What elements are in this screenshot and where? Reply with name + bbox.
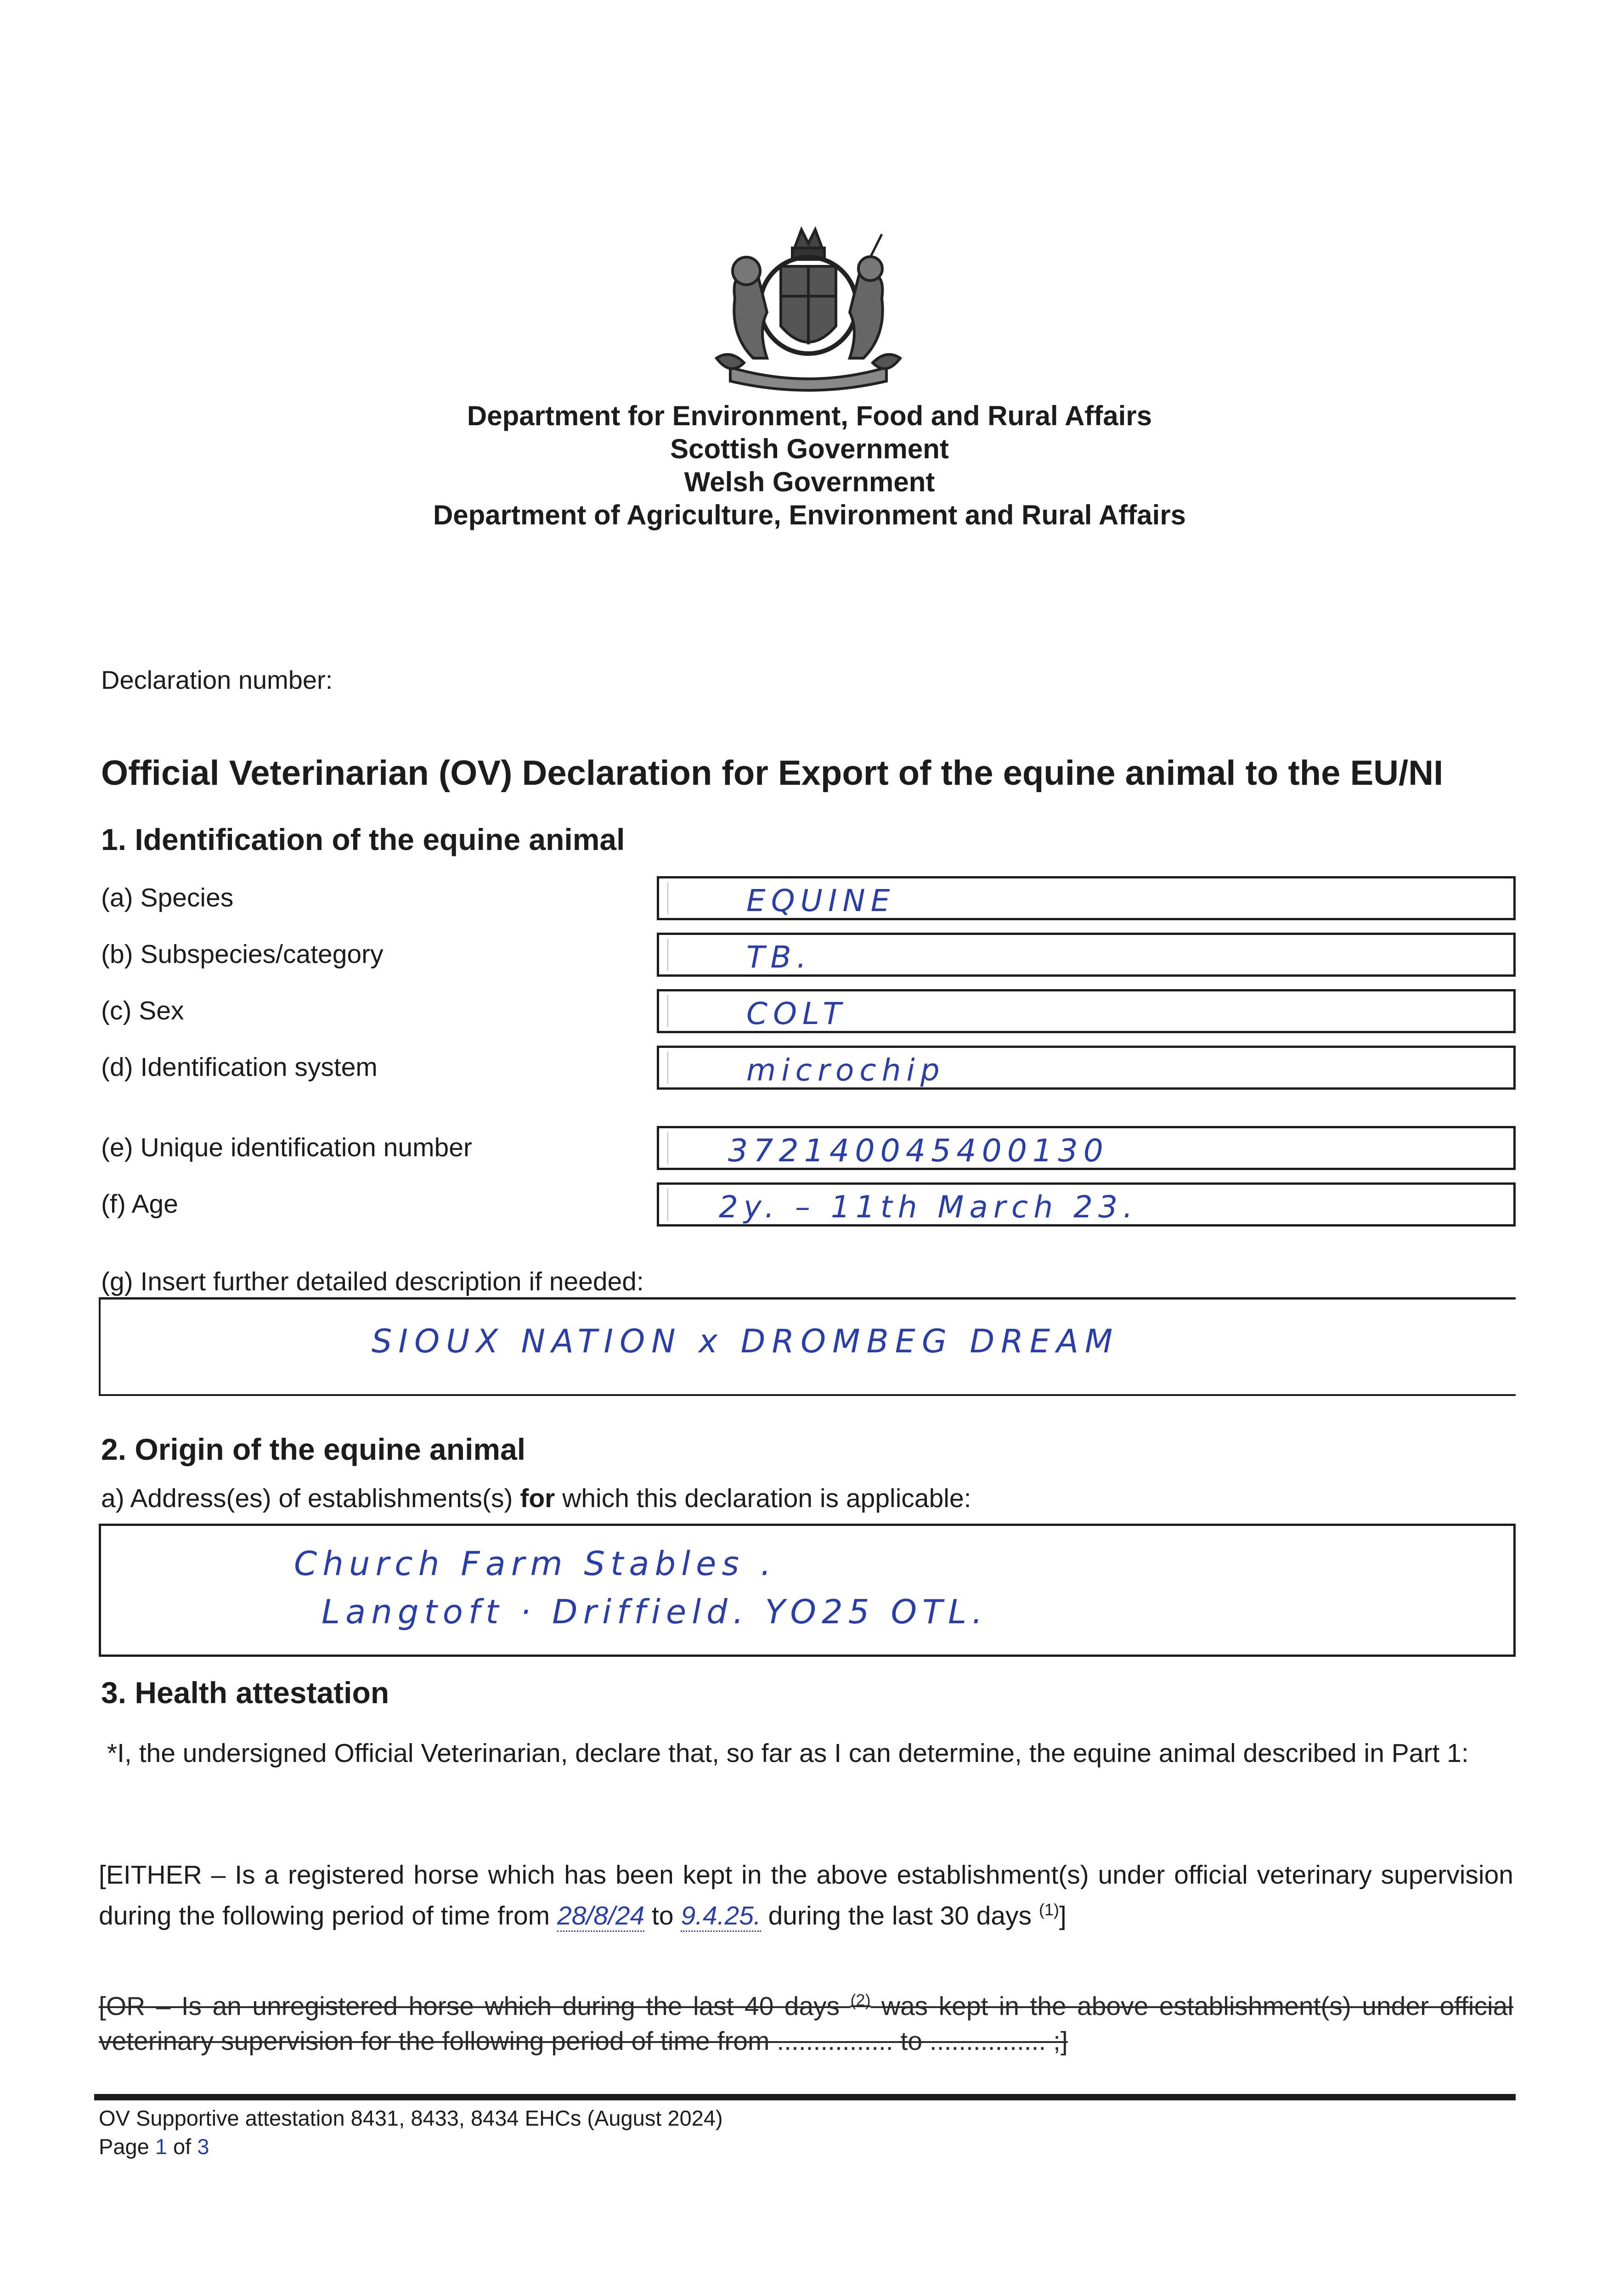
period-from-date[interactable]: 28/8/24 bbox=[557, 1901, 644, 1932]
closing-bracket: ] bbox=[1059, 1901, 1066, 1930]
age-field[interactable] bbox=[657, 1182, 1516, 1227]
department-line: Scottish Government bbox=[670, 433, 949, 464]
either-text: [EITHER – Is a registered horse which has been kept in the above establishment(s) under official veterinary supervision during the following period of time from bbox=[99, 1860, 1513, 1930]
or-text-b: was kept in the above establishment(s) under official veterinary supervision for the following period of time from ................ to ................ ;] bbox=[99, 1992, 1513, 2056]
further-description-field[interactable] bbox=[99, 1297, 1516, 1396]
address-line-2: Langtoft · Driffield. YO25 OTL. bbox=[322, 1593, 988, 1631]
department-line: Department of Agriculture, Environment and Rural Affairs bbox=[433, 500, 1186, 530]
address-label-text-end: which this declaration is applicable: bbox=[555, 1484, 971, 1513]
footnote-ref-1: (1) bbox=[1038, 1900, 1059, 1919]
address-label bbox=[101, 1483, 971, 1514]
address-field[interactable] bbox=[99, 1524, 1516, 1657]
page-word: Page bbox=[99, 2134, 149, 2159]
section1-heading: 1. Identification of the equine animal bbox=[101, 822, 625, 856]
declaration-number-label: Declaration number: bbox=[101, 665, 333, 694]
department-line: Welsh Government bbox=[684, 467, 935, 497]
period-to-date[interactable]: 9.4.25. bbox=[681, 1901, 761, 1932]
to-word: to bbox=[652, 1901, 674, 1930]
unique-id-label: (e) Unique identification number bbox=[101, 1133, 472, 1162]
section2-heading: 2. Origin of the equine animal bbox=[101, 1432, 526, 1466]
document-title: Official Veterinarian (OV) Declaration for Export of the equine animal to the EU/NI bbox=[101, 754, 1444, 793]
sex-value: COLT bbox=[746, 996, 847, 1031]
species-label: (a) Species bbox=[101, 883, 234, 912]
subspecies-field[interactable] bbox=[657, 933, 1516, 977]
subspecies-value: TB. bbox=[746, 940, 812, 975]
department-line: Department for Environment, Food and Rural Affairs bbox=[467, 400, 1152, 431]
of-word: of bbox=[173, 2134, 192, 2159]
species-value: EQUINE bbox=[746, 883, 896, 918]
address-label-text: a) Address(es) of establishments(s) bbox=[101, 1484, 520, 1513]
health-attestation-intro: *I, the undersigned Official Veterinarian, declare that, so far as I can determine, the equine animal described in Part 1: bbox=[107, 1739, 1469, 1768]
either-clause bbox=[99, 1857, 1513, 1933]
address-label-bold: for bbox=[520, 1484, 555, 1513]
age-label: (f) Age bbox=[101, 1189, 178, 1219]
address-line-1: Church Farm Stables . bbox=[294, 1544, 777, 1583]
section3-heading: 3. Health attestation bbox=[101, 1676, 389, 1710]
further-description-label: (g) Insert further detailed description if needed: bbox=[101, 1267, 644, 1296]
page-number: 1 bbox=[155, 2134, 167, 2159]
age-value: 2y. – 11th March 23. bbox=[719, 1189, 1139, 1225]
either-tail: during the last 30 days bbox=[768, 1901, 1032, 1930]
identification-system-value: microchip bbox=[746, 1052, 945, 1088]
page-indicator bbox=[99, 2133, 723, 2161]
footer bbox=[99, 2104, 723, 2161]
species-field[interactable] bbox=[657, 876, 1516, 920]
identification-system-field[interactable] bbox=[657, 1046, 1516, 1090]
issuing-departments bbox=[0, 400, 1619, 532]
footnote-ref-2: (2) bbox=[850, 1991, 871, 2009]
footer-divider bbox=[94, 2094, 1516, 2100]
unique-id-value: 372140045400130 bbox=[728, 1133, 1109, 1169]
subspecies-label: (b) Subspecies/category bbox=[101, 940, 384, 969]
sex-label: (c) Sex bbox=[101, 996, 184, 1025]
page-total: 3 bbox=[197, 2134, 209, 2159]
unique-id-field[interactable] bbox=[657, 1126, 1516, 1170]
further-description-value: SIOUX NATION x DROMBEG DREAM bbox=[372, 1322, 1119, 1360]
footer-reference: OV Supportive attestation 8431, 8433, 8434 EHCs (August 2024) bbox=[99, 2106, 723, 2130]
royal-coat-of-arms-icon bbox=[703, 220, 914, 400]
or-text-a: [OR – Is an unregistered horse which during the last 40 days bbox=[99, 1992, 840, 2021]
identification-system-label: (d) Identification system bbox=[101, 1052, 378, 1082]
sex-field[interactable] bbox=[657, 989, 1516, 1033]
or-clause-struck bbox=[99, 1983, 1513, 2059]
